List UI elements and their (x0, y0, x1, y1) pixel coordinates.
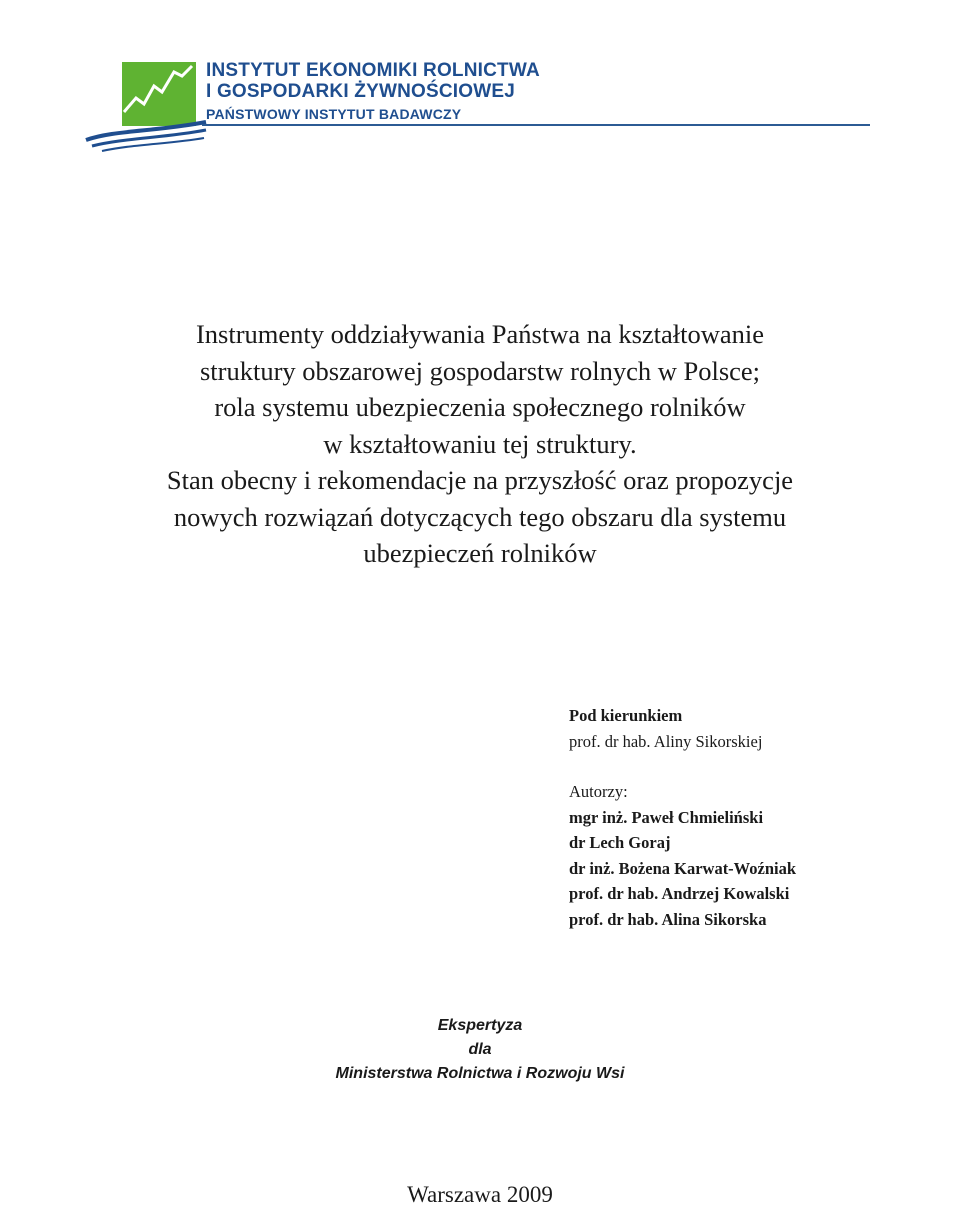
author-name: dr Lech Goraj (569, 833, 671, 852)
title-line: rola systemu ubezpieczenia społecznego rolników (214, 392, 746, 422)
expertise-note (260, 1014, 700, 1086)
title-line: nowych rozwiązań dotyczących tego obszaru dla systemu (173, 501, 787, 532)
logo-rule (202, 124, 870, 126)
logo-waves-icon (84, 118, 208, 152)
logo-text-line-2: I GOSPODARKI ŻYWNOŚCIOWEJ (206, 81, 516, 102)
logo-chart-emblem (122, 62, 196, 126)
title-line: Instrumenty oddziaływania Państwa na kształtowanie (195, 319, 765, 349)
supervision-label: Pod kierunkiem (569, 706, 683, 725)
title-line: ubezpieczeń rolników (363, 538, 597, 568)
title-line: w kształtowaniu tej struktury. (323, 428, 637, 459)
expertise-line-1: Ekspertyza (437, 1017, 523, 1034)
document-title (60, 316, 900, 572)
spacer (569, 754, 796, 779)
logo-chart-icon (122, 62, 196, 126)
title-line: struktury obszarowej gospodarstw rolnych w Polsce; (199, 355, 761, 386)
author-name: mgr inż. Paweł Chmieliński (569, 807, 764, 827)
logo-text-line-3: PAŃSTWOWY INSTYTUT BADAWCZY (206, 106, 462, 122)
author-name: dr inż. Bożena Karwat-Woźniak (569, 858, 797, 878)
author-name: prof. dr hab. Alina Sikorska (569, 909, 767, 929)
place-and-year: Warszawa 2009 (407, 1182, 553, 1207)
title-line: Stan obecny i rekomendacje na przyszłość oraz propozycje (166, 465, 794, 495)
logo-text-line-1: INSTYTUT EKONOMIKI ROLNICTWA (206, 60, 540, 81)
authorship-block (569, 703, 796, 932)
expertise-line-2: dla (468, 1041, 492, 1058)
institute-logo (84, 58, 874, 158)
author-name: prof. dr hab. Andrzej Kowalski (569, 884, 790, 903)
authors-label: Autorzy: (569, 782, 628, 801)
supervisor-name: prof. dr hab. Aliny Sikorskiej (569, 731, 763, 751)
expertise-line-3: Ministerstwa Rolnictwa i Rozwoju Wsi (335, 1065, 625, 1082)
